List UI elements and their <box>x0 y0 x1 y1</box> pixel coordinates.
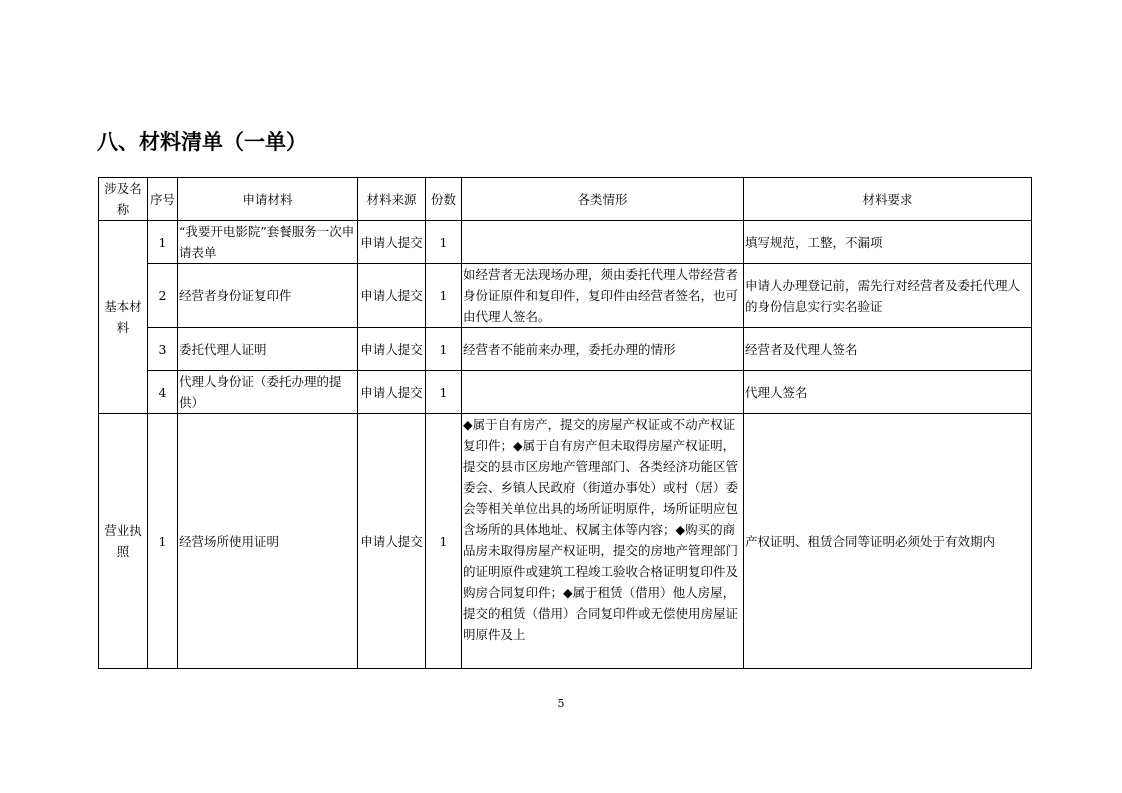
row-situation: 如经营者无法现场办理，须由委托代理人带经营者身份证原件和复印件，复印件由经营者签名，也可由代理人签名。 <box>462 264 744 328</box>
row-number: 1 <box>148 414 178 669</box>
page-number: 5 <box>557 697 565 710</box>
row-requirement: 申请人办理登记前，需先行对经营者及委托代理人的身份信息实行实名验证 <box>744 264 1032 328</box>
row-copies: 1 <box>426 264 462 328</box>
table-row <box>99 414 1032 669</box>
row-material: 经营者身份证复印件 <box>178 264 358 328</box>
header-copies: 份数 <box>426 178 462 221</box>
row-copies: 1 <box>426 221 462 264</box>
row-source: 申请人提交 <box>358 221 426 264</box>
row-number: 4 <box>148 371 178 414</box>
row-material: 经营场所使用证明 <box>178 414 358 669</box>
row-requirement: 填写规范，工整，不漏项 <box>744 221 1032 264</box>
header-requirement: 材料要求 <box>744 178 1032 221</box>
row-material: 代理人身份证（委托办理的提供） <box>178 371 358 414</box>
row-material: “我要开电影院”套餐服务一次申请表单 <box>178 221 358 264</box>
header-source: 材料来源 <box>358 178 426 221</box>
row-number: 1 <box>148 221 178 264</box>
header-involved-name: 涉及名称 <box>99 178 148 221</box>
table-row <box>99 221 1032 264</box>
row-requirement: 经营者及代理人签名 <box>744 328 1032 371</box>
row-requirement: 代理人签名 <box>744 371 1032 414</box>
row-copies: 1 <box>426 328 462 371</box>
row-situation <box>462 221 744 264</box>
section-title: 八、材料清单（一单） <box>97 130 307 154</box>
header-material: 申请材料 <box>178 178 358 221</box>
table-header-row <box>99 178 1032 221</box>
table-row <box>99 371 1032 414</box>
materials-table <box>98 177 1032 669</box>
header-situation: 各类情形 <box>462 178 744 221</box>
row-situation <box>462 371 744 414</box>
table-row <box>99 264 1032 328</box>
row-number: 2 <box>148 264 178 328</box>
row-source: 申请人提交 <box>358 371 426 414</box>
row-requirement: 产权证明、租赁合同等证明必须处于有效期内 <box>744 414 1032 669</box>
row-copies: 1 <box>426 371 462 414</box>
group-name-license: 营业执照 <box>99 414 148 669</box>
row-situation: ◆属于自有房产，提交的房屋产权证或不动产权证复印件；◆属于自有房产但未取得房屋产权证明，提交的县市区房地产管理部门、各类经济功能区管委会、乡镇人民政府（街道办事处）或村（居）委会等相关单位出具的场所证明原件，场所证明应包含场所的具体地址、权属主体等内容；◆购买的商品房未取得房屋产权证明，提交的房地产管理部门的证明原件或建筑工程竣工验收合格证明复印件及购房合同复印件；◆属于租赁（借用）他人房屋，提交的租赁（借用）合同复印件或无偿使用房屋证明原件及上 <box>462 414 744 669</box>
row-source: 申请人提交 <box>358 264 426 328</box>
row-source: 申请人提交 <box>358 328 426 371</box>
row-situation: 经营者不能前来办理，委托办理的情形 <box>462 328 744 371</box>
row-material: 委托代理人证明 <box>178 328 358 371</box>
row-number: 3 <box>148 328 178 371</box>
row-source: 申请人提交 <box>358 414 426 669</box>
row-copies: 1 <box>426 414 462 669</box>
group-name-basic: 基本材料 <box>99 221 148 414</box>
table-row <box>99 328 1032 371</box>
header-number: 序号 <box>148 178 178 221</box>
